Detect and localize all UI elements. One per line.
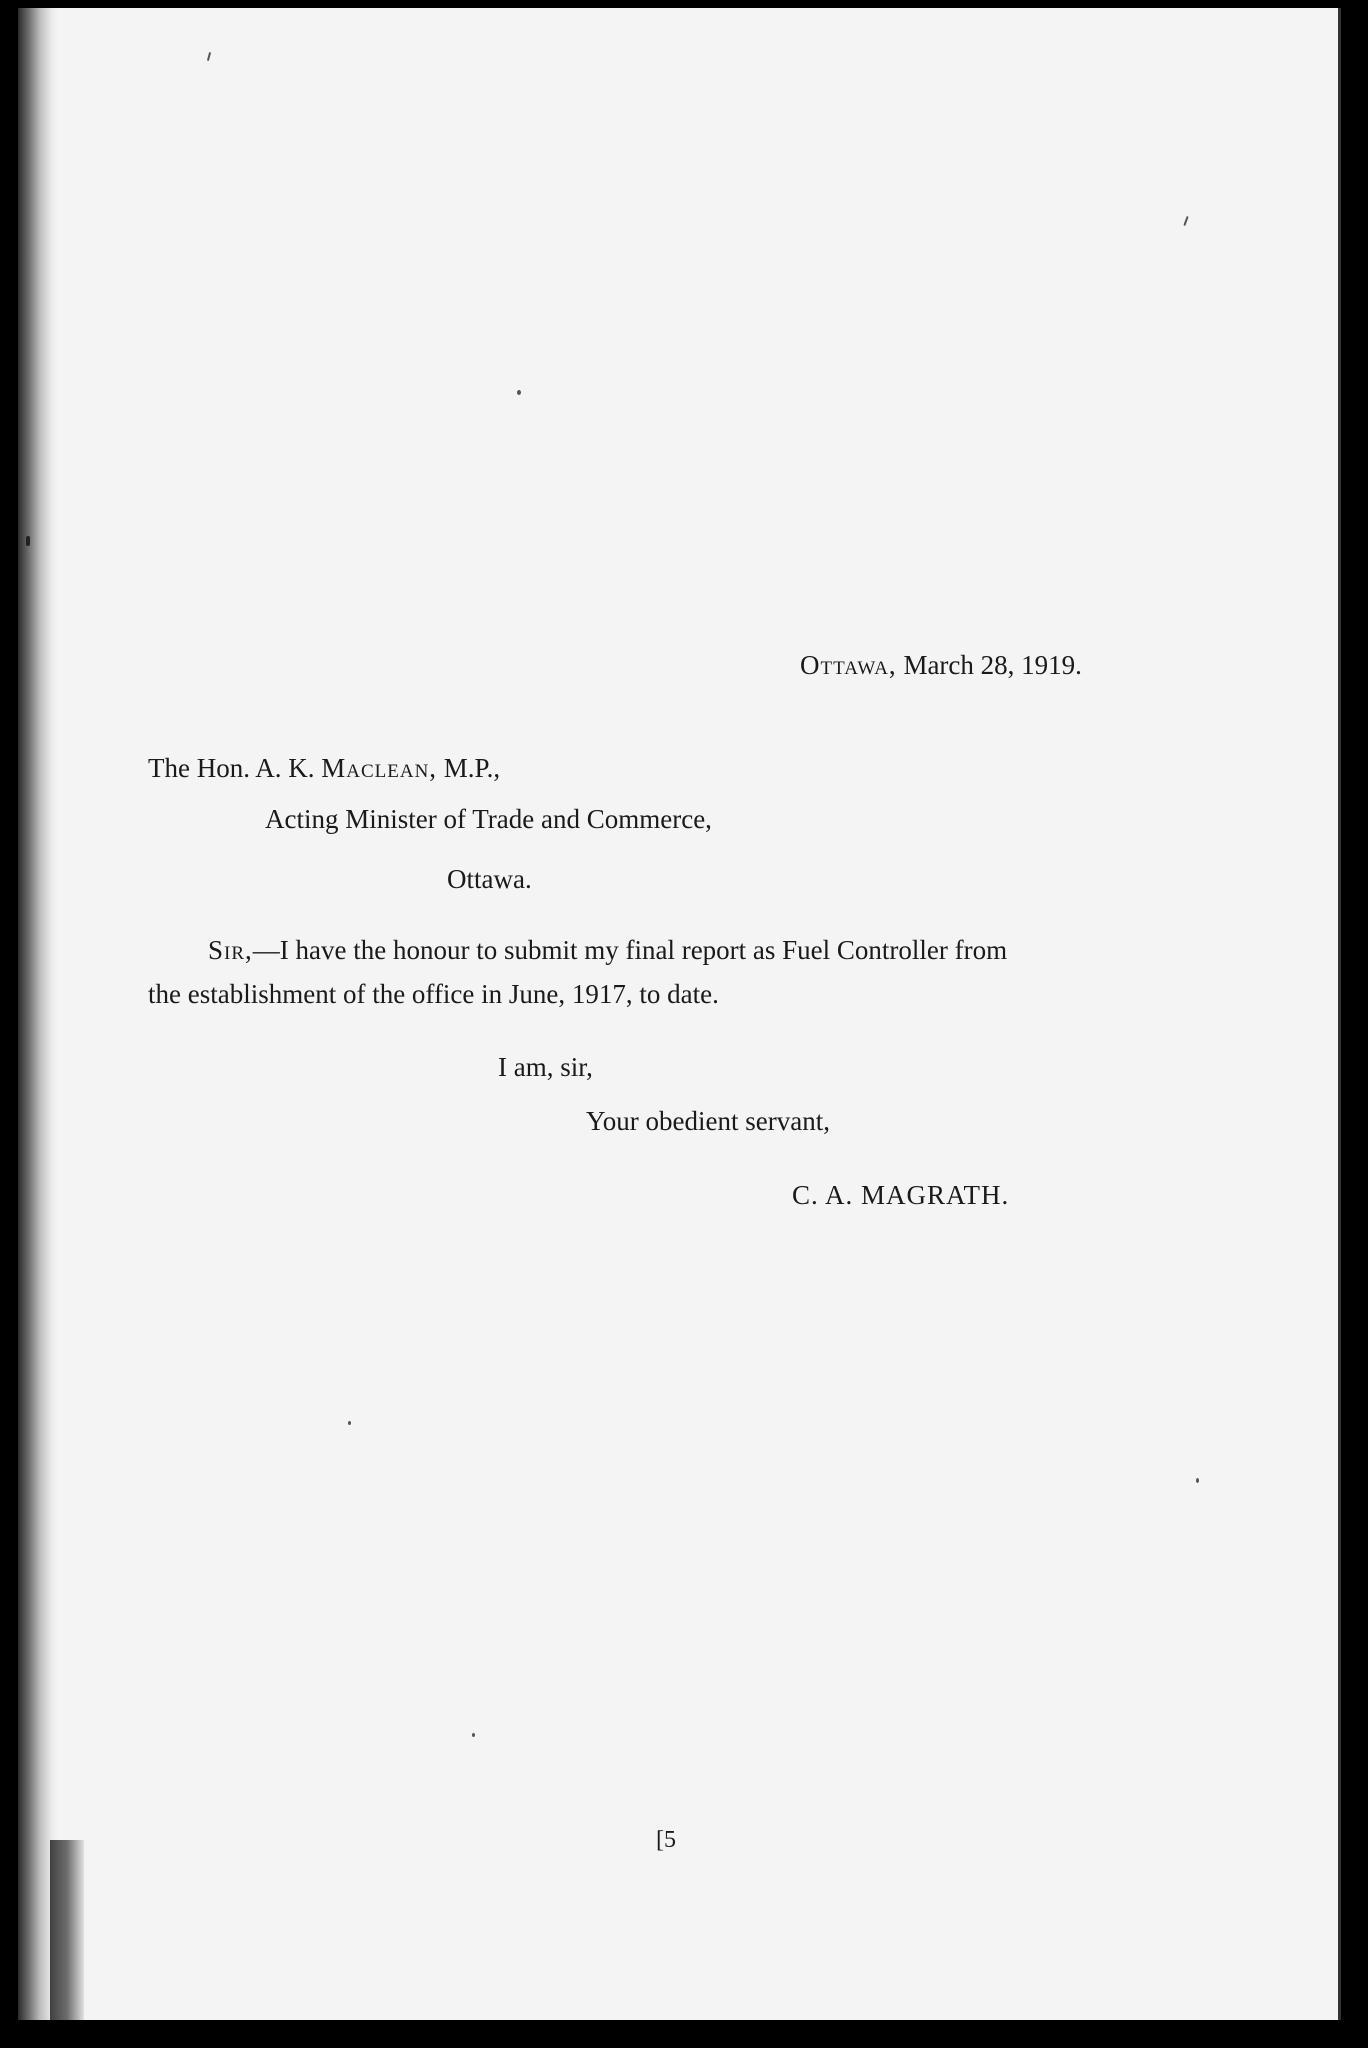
recipient-title: Acting Minister of Trade and Commerce, <box>265 804 712 834</box>
body-line-1 <box>208 937 1007 964</box>
recipient-city: Ottawa. <box>447 864 532 894</box>
dateline-date: March 28, 1919. <box>903 650 1082 680</box>
document-page <box>18 8 1341 2020</box>
binding-edge <box>18 8 58 2020</box>
body-line-2: the establishment of the office in June, 1917, to date. <box>148 979 719 1009</box>
scan-speck <box>348 1421 351 1425</box>
scan-speck <box>517 390 521 395</box>
body-line-1-text: —I have the honour to submit my final report as Fuel Controller from <box>252 935 1008 965</box>
recipient-suffix: M.P., <box>443 753 501 783</box>
recipient-name <box>148 755 500 782</box>
closing-line-2: Your obedient servant, <box>586 1106 830 1136</box>
dateline <box>800 652 1082 679</box>
scan-speck <box>1196 1478 1199 1483</box>
signature: C. A. MAGRATH. <box>792 1180 1010 1210</box>
binding-shadow <box>50 1840 84 2020</box>
recipient-surname: Maclean, <box>321 753 438 783</box>
dateline-place: Ottawa, <box>800 650 897 680</box>
closing-line-1: I am, sir, <box>498 1052 593 1082</box>
scan-speck <box>26 536 30 546</box>
scan-speck <box>472 1733 475 1737</box>
page-number: [5 <box>656 1827 676 1853</box>
salutation: Sir, <box>208 935 253 965</box>
recipient-prefix: The Hon. A. K. <box>148 753 315 783</box>
